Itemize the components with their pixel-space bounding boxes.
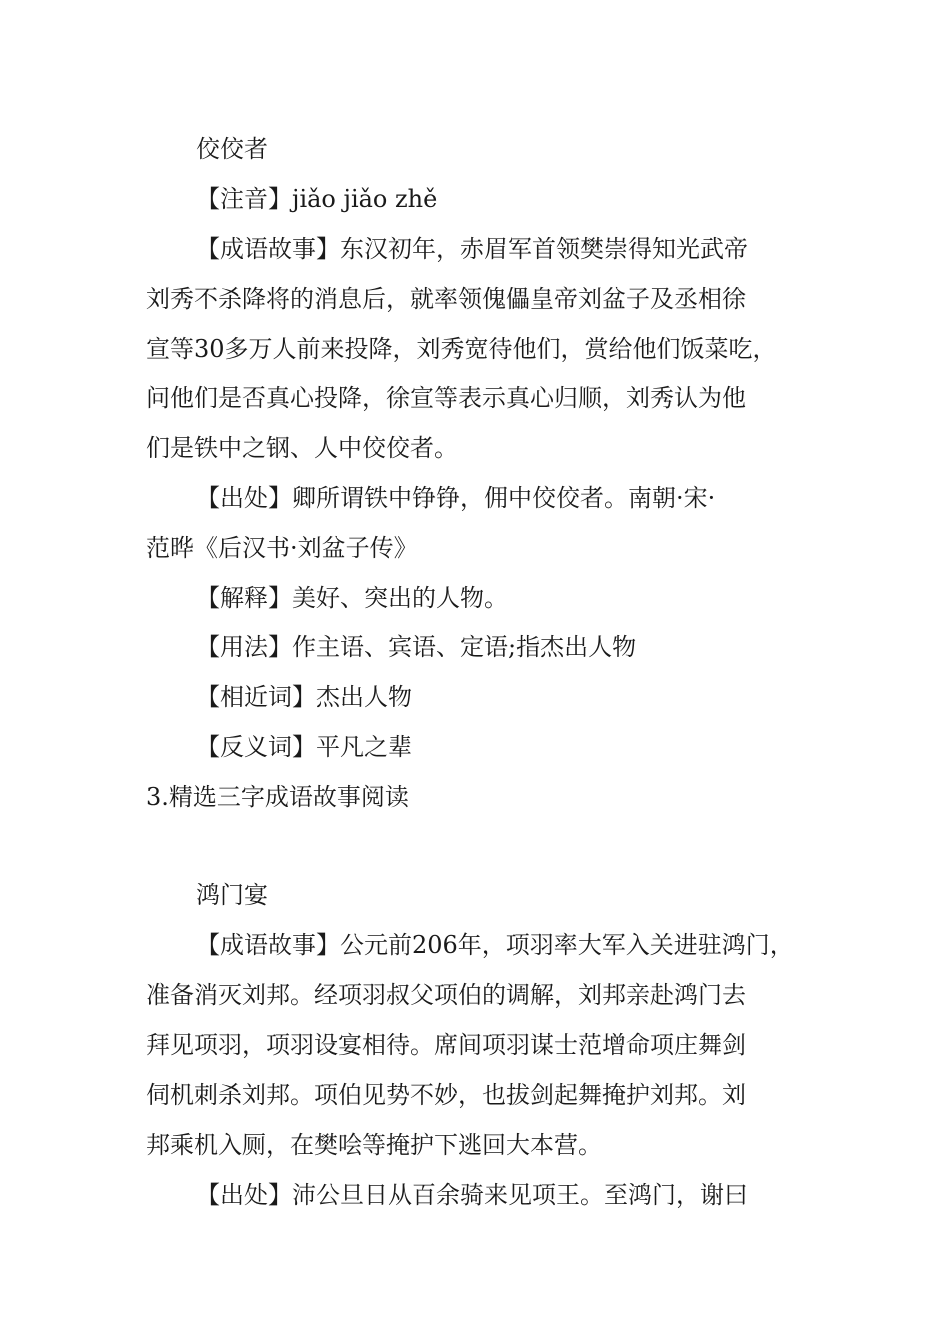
- story-line: 刘秀不杀降将的消息后，就率领傀儡皇帝刘盆子及丞相徐: [146, 285, 746, 313]
- story-line: 邦乘机入厕，在樊哙等掩护下逃回大本营。: [146, 1131, 602, 1159]
- story-line: 们是铁中之钢、人中佼佼者。: [146, 434, 458, 462]
- section-heading: 3.精选三字成语故事阅读: [146, 783, 409, 811]
- story-line: 拜见项羽，项羽设宴相待。席间项羽谋士范增命项庄舞剑: [146, 1031, 746, 1059]
- idiom-title: 佼佼者: [196, 135, 268, 163]
- antonym-line: 【反义词】平凡之辈: [196, 733, 412, 761]
- source-line: 【出处】卿所谓铁中铮铮，佣中佼佼者。南朝·宋·: [196, 484, 716, 512]
- synonym-line: 【相近词】杰出人物: [196, 683, 412, 711]
- idiom-pinyin: 【注音】jiǎo jiǎo zhě: [196, 185, 438, 213]
- story-line: 准备消灭刘邦。经项羽叔父项伯的调解，刘邦亲赴鸿门去: [146, 981, 746, 1009]
- usage-line: 【用法】作主语、宾语、定语;指杰出人物: [196, 633, 637, 661]
- source-line: 【出处】沛公旦日从百余骑来见项王。至鸿门，谢曰: [196, 1181, 748, 1209]
- story-line: 【成语故事】公元前206年，项羽率大军入关进驻鸿门，: [196, 931, 794, 959]
- story-line: 伺机刺杀刘邦。项伯见势不妙，也拔剑起舞掩护刘邦。刘: [146, 1081, 746, 1109]
- story-line: 宣等30多万人前来投降，刘秀宽待他们，赏给他们饭菜吃，: [146, 335, 777, 363]
- explanation-line: 【解释】美好、突出的人物。: [196, 584, 508, 612]
- source-line: 范晔《后汉书·刘盆子传》: [146, 534, 418, 562]
- idiom-title: 鸿门宴: [196, 881, 268, 909]
- story-line: 问他们是否真心投降，徐宣等表示真心归顺，刘秀认为他: [146, 384, 746, 412]
- story-line: 【成语故事】东汉初年，赤眉军首领樊崇得知光武帝: [196, 235, 748, 263]
